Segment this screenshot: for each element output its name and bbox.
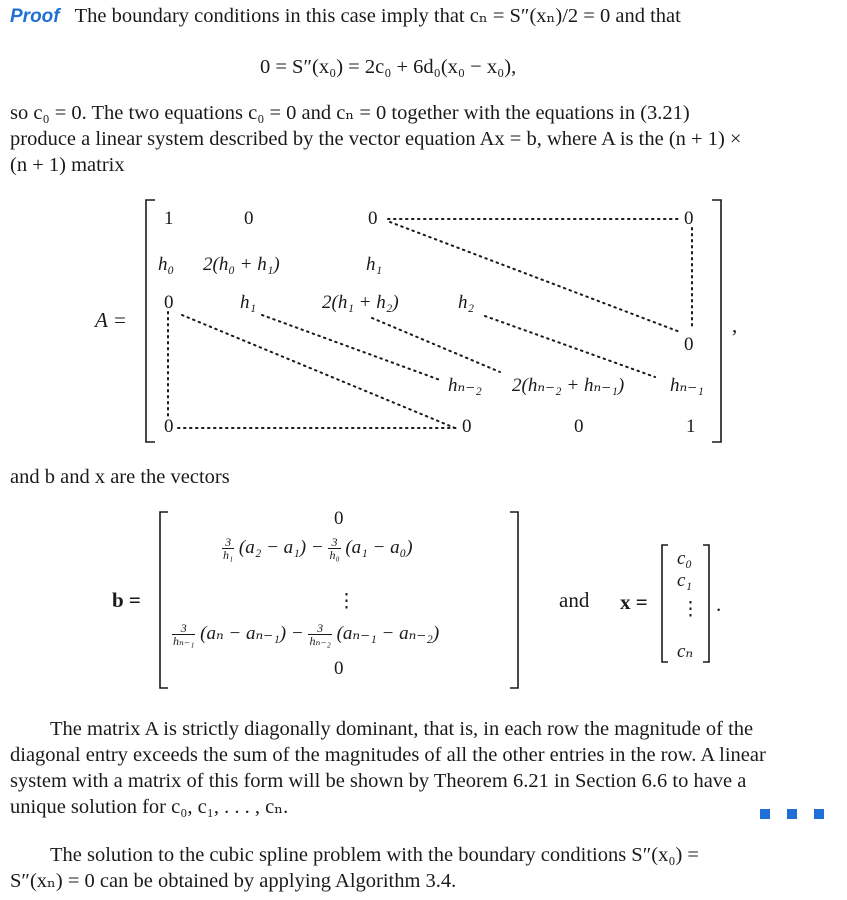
x-entry-1: c₀ [677,548,693,569]
b-entry-1: 0 [334,508,344,529]
a-r5-c1: 0 [164,416,174,437]
para3-line-2: S″(xₙ) = 0 can be obtained by applying Algorithm 3.4. [10,870,457,892]
dots-main-diagonal [372,318,500,372]
end-of-proof-mark-2 [787,809,797,819]
b-entry-4: $\frac{3}{\text{hₙ₋₁}}$ (aₙ − aₙ₋₁) − $\frac{3}{\text{hₙ₋₂}}$ (aₙ₋₁ − aₙ₋₂) [173,621,440,649]
proof-line-5: (n + 1) matrix [10,154,125,176]
end-of-proof-mark-3 [814,809,824,819]
x-vdots: ⋮ [681,599,700,620]
a-r3-c2: h₁ [240,292,257,313]
b-entry-2: $\frac{3}{\text{h₁}}$ (a₂ − a₁) − $\frac{3}{\text{h₀}}$ (a₁ − a₀) [223,535,413,562]
a-r4-c3: hₙ₋₁ [670,375,704,396]
para2-line-3: system with a matrix of this form will be shown by Theorem 6.21 in Section 6.6 to have a [10,770,747,792]
a-r5-c2: 0 [462,416,472,437]
para2-line-2: diagonal entry exceeds the sum of the magnitudes of all the other entries in the row. A linear [10,744,766,766]
proof-label: Proof [10,6,60,27]
matrix-a-comma: , [732,313,738,337]
vector-x-label: x = [620,590,648,614]
end-of-proof-mark-1 [760,809,770,819]
a-r3-c4: h₂ [458,292,475,313]
a-r1-c2: 0 [244,208,254,229]
dots-sub-diagonal [262,315,440,380]
para3-line-1: The solution to the cubic spline problem with the boundary conditions S″(x₀) = [50,844,699,866]
and-word: and [559,588,590,612]
dots-super-diagonal [485,316,655,377]
proof-text-1: The boundary conditions in this case imply that cₙ = S″(xₙ)/2 = 0 and that [74,5,681,27]
b-entry-5: 0 [334,658,344,679]
para2-line-1: The matrix A is strictly diagonally dominant, that is, in each row the magnitude of the [50,718,754,740]
a-r3-c3: 2(h₁ + h₂) [322,292,399,313]
vector-x-right-bracket [703,545,709,662]
matrix-a-left-bracket [146,200,155,442]
boundary-equation: 0 = S″(x₀) = 2c₀ + 6d₀(x₀ − x₀), [260,56,517,78]
a-r1-c3: 0 [368,208,378,229]
x-entry-2: c₁ [677,570,693,591]
a-r5-c4: 1 [686,416,696,437]
vector-x-period: . [716,592,722,616]
a-r1-c1: 1 [164,208,174,229]
vector-b-left-bracket [160,512,168,688]
a-r5-c3: 0 [574,416,584,437]
proof-line-4: produce a linear system described by the vector equation Ax = b, where A is the (n + 1) × [10,128,742,150]
b-vdots: ⋮ [337,591,356,612]
vector-x-left-bracket [662,545,668,662]
proof-line-3: so c₀ = 0. The two equations c₀ = 0 and cₙ = 0 together with the equations in (3.21) [10,102,690,124]
a-r3-last: 0 [684,334,694,355]
a-r4-c2: 2(hₙ₋₂ + hₙ₋₁) [512,375,625,396]
vector-b-label: b = [112,588,141,612]
x-entry-4: cₙ [677,641,694,662]
a-r3-c1: 0 [164,292,174,313]
a-r2-c3: h₁ [366,254,383,275]
matrix-a-right-bracket [712,200,721,442]
a-r4-c1: hₙ₋₂ [448,375,482,396]
a-r1-c4: 0 [684,208,694,229]
a-r2-c1: h₀ [158,254,175,275]
a-r2-c2: 2(h₀ + h₁) [203,254,280,275]
para2-line-4: unique solution for c₀, c₁, . . . , cₙ. [10,796,289,818]
matrix-a-label: A = [95,308,127,332]
vector-b-right-bracket [510,512,518,688]
vectors-intro: and b and x are the vectors [10,466,230,488]
dots-upper-diagonal [390,222,680,332]
